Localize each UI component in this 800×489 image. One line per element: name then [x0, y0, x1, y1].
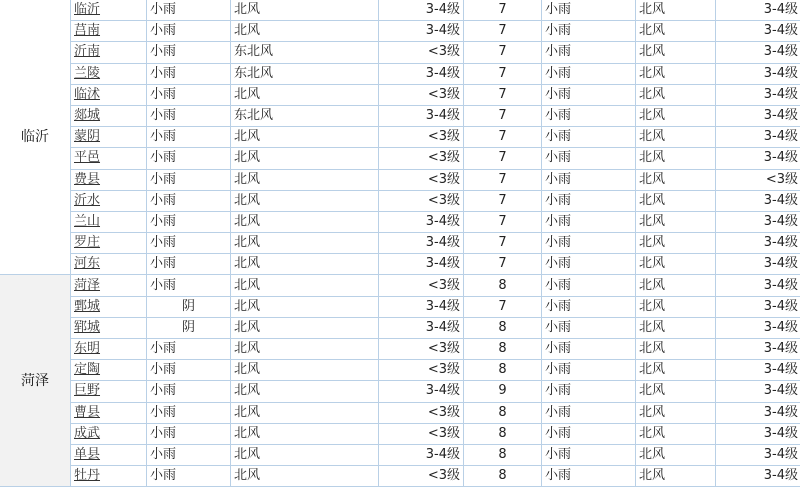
table-row: [0, 190, 800, 211]
table-row: [0, 317, 800, 338]
night-wind-level-cell: 3-4级: [716, 381, 800, 402]
night-wind-direction-cell: 北风: [636, 190, 716, 211]
night-wind-direction-cell: 北风: [636, 233, 716, 254]
region-cell: 菏泽: [0, 275, 71, 487]
day-wind-direction-cell: 北风: [231, 444, 379, 465]
city-link[interactable]: 沂南: [74, 44, 101, 60]
day-wind-direction-cell: 北风: [231, 317, 379, 338]
day-temperature-cell: 7: [464, 190, 542, 211]
day-wind-direction-cell: 东北风: [231, 63, 379, 84]
day-weather-cell: 小雨: [147, 42, 231, 63]
night-wind-direction-cell: 北风: [636, 296, 716, 317]
city-cell: [71, 0, 147, 21]
day-weather-cell: 小雨: [147, 63, 231, 84]
night-weather-cell: 小雨: [542, 402, 636, 423]
day-weather-cell: 小雨: [147, 254, 231, 275]
day-wind-level-cell: <3级: [379, 275, 464, 296]
day-wind-direction-cell: 北风: [231, 466, 379, 487]
city-link[interactable]: 兰陵: [74, 65, 101, 81]
night-wind-level-cell: 3-4级: [716, 211, 800, 232]
day-wind-level-cell: 3-4级: [379, 21, 464, 42]
night-wind-direction-cell: 北风: [636, 466, 716, 487]
table-row: [0, 296, 800, 317]
day-temperature-cell: 7: [464, 63, 542, 84]
city-cell: [71, 233, 147, 254]
day-wind-direction-cell: 东北风: [231, 105, 379, 126]
night-wind-level-cell: 3-4级: [716, 190, 800, 211]
night-weather-cell: 小雨: [542, 84, 636, 105]
day-wind-level-cell: 3-4级: [379, 63, 464, 84]
day-temperature-cell: 7: [464, 211, 542, 232]
night-weather-cell: 小雨: [542, 317, 636, 338]
night-weather-cell: 小雨: [542, 423, 636, 444]
night-weather-cell: 小雨: [542, 381, 636, 402]
day-temperature-cell: 7: [464, 254, 542, 275]
night-wind-level-cell: 3-4级: [716, 63, 800, 84]
city-link[interactable]: 临沭: [74, 86, 101, 102]
table-row: [0, 21, 800, 42]
night-wind-direction-cell: 北风: [636, 169, 716, 190]
table-row: [0, 339, 800, 360]
night-weather-cell: 小雨: [542, 296, 636, 317]
day-temperature-cell: 7: [464, 296, 542, 317]
table-row: [0, 444, 800, 465]
night-weather-cell: 小雨: [542, 254, 636, 275]
night-wind-level-cell: 3-4级: [716, 21, 800, 42]
day-wind-level-cell: 3-4级: [379, 105, 464, 126]
night-wind-level-cell: 3-4级: [716, 275, 800, 296]
day-weather-cell: 小雨: [147, 360, 231, 381]
city-cell: [71, 169, 147, 190]
night-wind-level-cell: 3-4级: [716, 423, 800, 444]
day-wind-direction-cell: 北风: [231, 423, 379, 444]
night-wind-level-cell: 3-4级: [716, 444, 800, 465]
day-weather-cell: 小雨: [147, 148, 231, 169]
night-weather-cell: 小雨: [542, 63, 636, 84]
night-wind-level-cell: 3-4级: [716, 148, 800, 169]
city-cell: [71, 423, 147, 444]
day-temperature-cell: 7: [464, 42, 542, 63]
day-temperature-cell: 8: [464, 466, 542, 487]
day-wind-direction-cell: 北风: [231, 0, 379, 21]
night-wind-direction-cell: 北风: [636, 127, 716, 148]
table-row: [0, 42, 800, 63]
table-row: [0, 381, 800, 402]
day-weather-cell: 小雨: [147, 0, 231, 21]
table-row: [0, 0, 800, 21]
city-cell: [71, 317, 147, 338]
day-temperature-cell: 9: [464, 381, 542, 402]
day-weather-cell: 小雨: [147, 127, 231, 148]
day-weather-cell: 小雨: [147, 190, 231, 211]
night-weather-cell: 小雨: [542, 127, 636, 148]
night-wind-direction-cell: 北风: [636, 42, 716, 63]
night-wind-direction-cell: 北风: [636, 402, 716, 423]
day-wind-level-cell: <3级: [379, 360, 464, 381]
day-wind-direction-cell: 北风: [231, 296, 379, 317]
table-row: [0, 63, 800, 84]
city-cell: [71, 63, 147, 84]
day-temperature-cell: 7: [464, 0, 542, 21]
day-wind-level-cell: 3-4级: [379, 0, 464, 21]
night-wind-level-cell: 3-4级: [716, 254, 800, 275]
table-row: [0, 423, 800, 444]
day-wind-direction-cell: 北风: [231, 233, 379, 254]
night-wind-level-cell: 3-4级: [716, 317, 800, 338]
day-wind-direction-cell: 北风: [231, 211, 379, 232]
day-wind-level-cell: 3-4级: [379, 211, 464, 232]
day-temperature-cell: 8: [464, 444, 542, 465]
city-cell: [71, 148, 147, 169]
city-link[interactable]: 曹县: [74, 404, 101, 420]
night-wind-direction-cell: 北风: [636, 254, 716, 275]
city-cell: [71, 211, 147, 232]
city-link[interactable]: 费县: [74, 171, 101, 187]
day-wind-level-cell: <3级: [379, 42, 464, 63]
night-wind-level-cell: 3-4级: [716, 360, 800, 381]
day-wind-direction-cell: 北风: [231, 381, 379, 402]
city-link[interactable]: 临沂: [74, 2, 101, 18]
night-wind-level-cell: 3-4级: [716, 127, 800, 148]
city-link[interactable]: 蒙阴: [74, 129, 101, 145]
city-cell: [71, 21, 147, 42]
table-row: [0, 275, 800, 296]
day-wind-direction-cell: 北风: [231, 275, 379, 296]
table-row: [0, 402, 800, 423]
day-weather-cell: 小雨: [147, 423, 231, 444]
city-cell: [71, 339, 147, 360]
day-temperature-cell: 7: [464, 84, 542, 105]
city-cell: [71, 254, 147, 275]
table-row: [0, 127, 800, 148]
day-weather-cell: 小雨: [147, 381, 231, 402]
day-weather-cell: 小雨: [147, 444, 231, 465]
night-wind-direction-cell: 北风: [636, 148, 716, 169]
city-cell: [71, 360, 147, 381]
night-wind-direction-cell: 北风: [636, 381, 716, 402]
day-wind-direction-cell: 北风: [231, 402, 379, 423]
day-wind-direction-cell: 北风: [231, 127, 379, 148]
night-weather-cell: 小雨: [542, 42, 636, 63]
day-weather-cell: 阴: [147, 317, 231, 338]
day-wind-level-cell: 3-4级: [379, 233, 464, 254]
day-weather-cell: 阴: [147, 296, 231, 317]
night-wind-direction-cell: 北风: [636, 84, 716, 105]
night-wind-level-cell: 3-4级: [716, 296, 800, 317]
day-wind-direction-cell: 北风: [231, 169, 379, 190]
day-wind-level-cell: 3-4级: [379, 444, 464, 465]
city-link[interactable]: 单县: [74, 447, 101, 463]
day-wind-level-cell: 3-4级: [379, 296, 464, 317]
day-weather-cell: 小雨: [147, 211, 231, 232]
night-wind-level-cell: 3-4级: [716, 233, 800, 254]
city-cell: [71, 84, 147, 105]
city-cell: [71, 190, 147, 211]
night-weather-cell: 小雨: [542, 466, 636, 487]
table-row: [0, 169, 800, 190]
day-temperature-cell: 8: [464, 317, 542, 338]
day-temperature-cell: 8: [464, 339, 542, 360]
city-link[interactable]: 菏泽: [74, 277, 101, 293]
region-cell: 临沂: [0, 0, 71, 275]
city-link[interactable]: 莒南: [74, 23, 101, 39]
day-temperature-cell: 7: [464, 233, 542, 254]
night-weather-cell: 小雨: [542, 190, 636, 211]
day-weather-cell: 小雨: [147, 21, 231, 42]
day-wind-direction-cell: 东北风: [231, 42, 379, 63]
day-weather-cell: 小雨: [147, 84, 231, 105]
city-cell: [71, 275, 147, 296]
city-link[interactable]: 河东: [74, 256, 101, 272]
city-cell: [71, 42, 147, 63]
table-row: [0, 254, 800, 275]
day-temperature-cell: 8: [464, 275, 542, 296]
night-weather-cell: 小雨: [542, 233, 636, 254]
city-link[interactable]: 巨野: [74, 383, 101, 399]
city-link[interactable]: 成武: [74, 425, 101, 441]
day-temperature-cell: 7: [464, 169, 542, 190]
day-weather-cell: 小雨: [147, 339, 231, 360]
table-row: [0, 105, 800, 126]
night-weather-cell: 小雨: [542, 148, 636, 169]
table-row: [0, 466, 800, 487]
day-wind-direction-cell: 北风: [231, 339, 379, 360]
night-wind-level-cell: 3-4级: [716, 402, 800, 423]
night-wind-direction-cell: 北风: [636, 444, 716, 465]
day-weather-cell: 小雨: [147, 169, 231, 190]
city-link[interactable]: 鄄城: [74, 298, 101, 314]
day-wind-direction-cell: 北风: [231, 254, 379, 275]
night-wind-direction-cell: 北风: [636, 63, 716, 84]
table-row: [0, 84, 800, 105]
day-temperature-cell: 8: [464, 423, 542, 444]
table-row: [0, 360, 800, 381]
day-wind-level-cell: <3级: [379, 339, 464, 360]
night-wind-level-cell: 3-4级: [716, 84, 800, 105]
night-weather-cell: 小雨: [542, 275, 636, 296]
day-weather-cell: 小雨: [147, 233, 231, 254]
day-weather-cell: 小雨: [147, 275, 231, 296]
day-temperature-cell: 7: [464, 105, 542, 126]
night-wind-direction-cell: 北风: [636, 21, 716, 42]
day-weather-cell: 小雨: [147, 105, 231, 126]
city-cell: [71, 444, 147, 465]
city-cell: [71, 127, 147, 148]
night-weather-cell: 小雨: [542, 169, 636, 190]
day-weather-cell: 小雨: [147, 466, 231, 487]
city-link[interactable]: 兰山: [74, 213, 101, 229]
day-wind-level-cell: 3-4级: [379, 254, 464, 275]
day-wind-level-cell: 3-4级: [379, 317, 464, 338]
day-wind-direction-cell: 北风: [231, 360, 379, 381]
night-wind-direction-cell: 北风: [636, 0, 716, 21]
day-wind-level-cell: <3级: [379, 402, 464, 423]
city-link[interactable]: 郓城: [74, 319, 101, 335]
day-wind-level-cell: <3级: [379, 84, 464, 105]
city-cell: [71, 105, 147, 126]
night-wind-direction-cell: 北风: [636, 105, 716, 126]
day-wind-direction-cell: 北风: [231, 21, 379, 42]
night-wind-level-cell: 3-4级: [716, 339, 800, 360]
day-wind-level-cell: <3级: [379, 190, 464, 211]
table-row: [0, 233, 800, 254]
night-weather-cell: 小雨: [542, 444, 636, 465]
day-wind-level-cell: <3级: [379, 169, 464, 190]
night-wind-direction-cell: 北风: [636, 317, 716, 338]
table-row: [0, 211, 800, 232]
city-link[interactable]: 罗庄: [74, 235, 101, 251]
night-weather-cell: 小雨: [542, 339, 636, 360]
day-wind-direction-cell: 北风: [231, 84, 379, 105]
day-temperature-cell: 7: [464, 148, 542, 169]
day-wind-direction-cell: 北风: [231, 148, 379, 169]
day-temperature-cell: 8: [464, 402, 542, 423]
day-wind-level-cell: <3级: [379, 127, 464, 148]
night-wind-direction-cell: 北风: [636, 423, 716, 444]
night-wind-level-cell: 3-4级: [716, 42, 800, 63]
night-weather-cell: 小雨: [542, 360, 636, 381]
night-wind-level-cell: 3-4级: [716, 466, 800, 487]
day-temperature-cell: 7: [464, 127, 542, 148]
night-wind-level-cell: 3-4级: [716, 0, 800, 21]
night-weather-cell: 小雨: [542, 211, 636, 232]
day-wind-level-cell: <3级: [379, 148, 464, 169]
night-weather-cell: 小雨: [542, 21, 636, 42]
night-wind-direction-cell: 北风: [636, 360, 716, 381]
night-wind-direction-cell: 北风: [636, 339, 716, 360]
table-row: [0, 148, 800, 169]
city-cell: [71, 466, 147, 487]
city-link[interactable]: 牡丹: [74, 468, 101, 484]
city-link[interactable]: 东明: [74, 341, 101, 357]
night-weather-cell: 小雨: [542, 105, 636, 126]
night-wind-level-cell: <3级: [716, 169, 800, 190]
day-temperature-cell: 8: [464, 360, 542, 381]
night-wind-level-cell: 3-4级: [716, 105, 800, 126]
night-weather-cell: 小雨: [542, 0, 636, 21]
city-cell: [71, 402, 147, 423]
city-link[interactable]: 沂水: [74, 192, 101, 208]
day-wind-level-cell: <3级: [379, 423, 464, 444]
city-link[interactable]: 郯城: [74, 108, 101, 124]
city-cell: [71, 381, 147, 402]
night-wind-direction-cell: 北风: [636, 211, 716, 232]
city-link[interactable]: 定陶: [74, 362, 101, 378]
city-cell: [71, 296, 147, 317]
night-wind-direction-cell: 北风: [636, 275, 716, 296]
city-link[interactable]: 平邑: [74, 150, 101, 166]
day-weather-cell: 小雨: [147, 402, 231, 423]
day-temperature-cell: 7: [464, 21, 542, 42]
day-wind-direction-cell: 北风: [231, 190, 379, 211]
day-wind-level-cell: 3-4级: [379, 381, 464, 402]
day-wind-level-cell: <3级: [379, 466, 464, 487]
